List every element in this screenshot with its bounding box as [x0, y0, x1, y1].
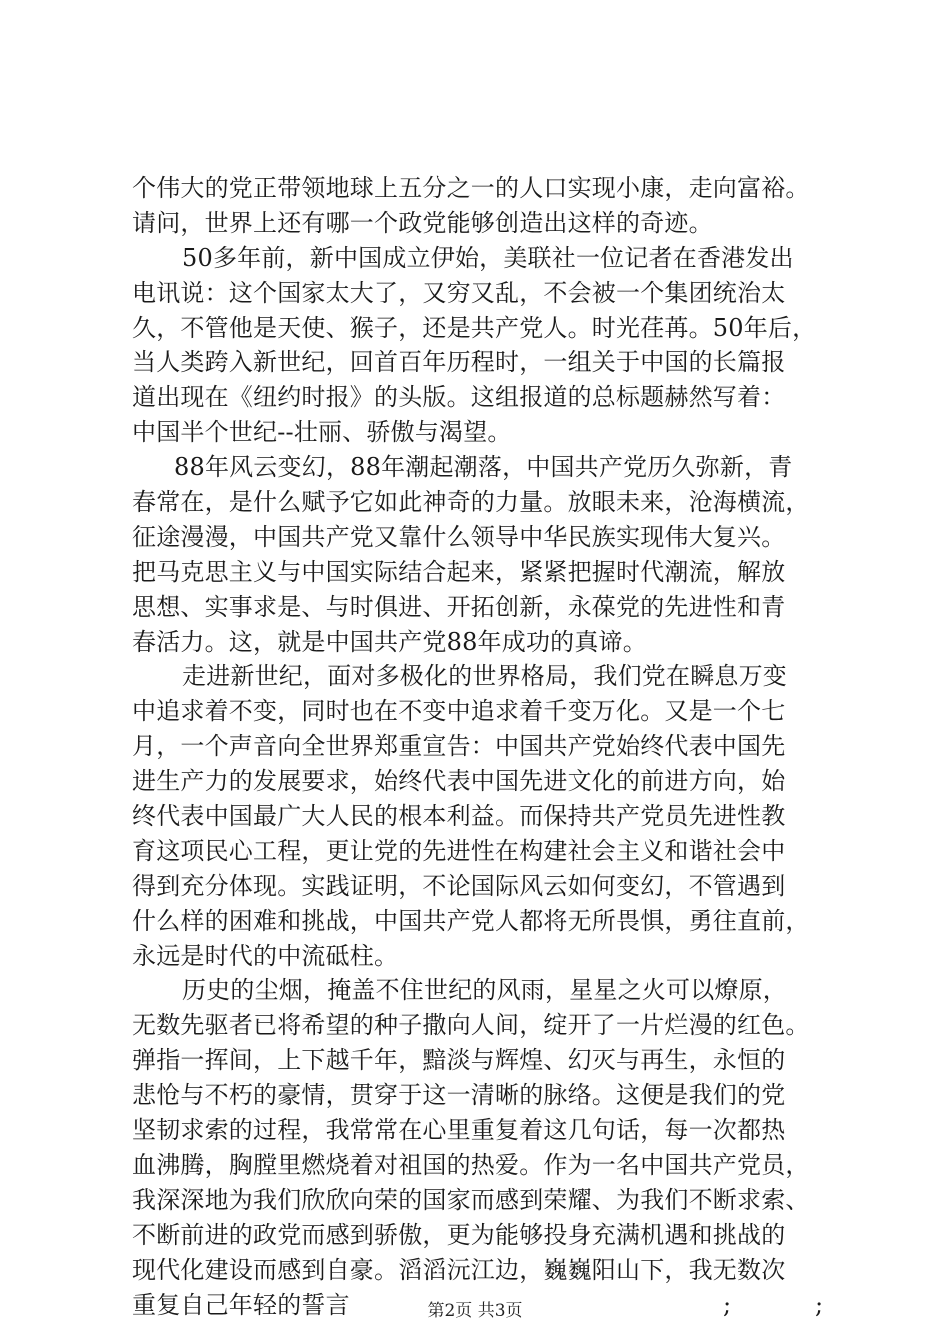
text-line: 中国半个世纪--壮丽、骄傲与渴望。 — [132, 418, 512, 447]
text-line: 春常在，是什么赋予它如此神奇的力量。放眼未来，沧海横流， — [132, 488, 810, 517]
text-line: 月，一个声音向全世界郑重宣告：中国共产党始终代表中国先 — [132, 732, 786, 761]
paragraph-start-line: 历史的尘烟，掩盖不住世纪的风雨，星星之火可以燎原， — [182, 976, 787, 1005]
text-line: 道出现在《纽约时报》的头版。这组报道的总标题赫然写着： — [132, 383, 786, 412]
text-line: 血沸腾，胸膛里燃烧着对祖国的热爱。作为一名中国共产党员， — [132, 1150, 810, 1179]
text-line: 永远是时代的中流砥柱。 — [132, 941, 399, 970]
text-line: 电讯说：这个国家太大了，又穷又乱，不会被一个集团统治太 — [132, 278, 786, 307]
text-line: 请问，世界上还有哪一个政党能够创造出这样的奇迹。 — [132, 208, 713, 237]
text-line: 悲怆与不朽的豪情，贯穿于这一清晰的脉络。这便是我们的党 — [132, 1081, 786, 1110]
text-line: 什么样的困难和挑战，中国共产党人都将无所畏惧，勇往直前， — [132, 906, 810, 935]
text-line: 春活力。这，就是中国共产党88年成功的真谛。 — [132, 627, 647, 656]
page-number-label: 第2页 共3页 — [427, 1301, 523, 1321]
text-line: 不断前进的政党而感到骄傲，更为能够投身充满机遇和挑战的 — [132, 1220, 786, 1249]
text-line: 把马克思主义与中国实际结合起来，紧紧把握时代潮流，解放 — [132, 557, 786, 586]
text-line: 中追求着不变，同时也在不变中追求着千变万化。又是一个七 — [132, 697, 786, 726]
text-line: 久，不管他是天使、猴子，还是共产党人。时光荏苒。50年后， — [132, 313, 817, 342]
text-line: 坚韧求索的过程，我常常在心里重复着这几句话，每一次都热 — [132, 1116, 786, 1145]
semicolon-mark: ; — [723, 1290, 732, 1319]
text-line: 终代表中国最广大人民的根本利益。而保持共产党员先进性教 — [132, 802, 786, 831]
text-line: 个伟大的党正带领地球上五分之一的人口实现小康，走向富裕。 — [132, 174, 810, 202]
page-footer — [0, 1296, 950, 1321]
text-line: 弹指一挥间，上下越千年，黯淡与辉煌、幻灭与再生，永恒的 — [132, 1046, 786, 1075]
body-text — [132, 171, 832, 1322]
paragraph-start-line: 走进新世纪，面对多极化的世界格局，我们党在瞬息万变 — [182, 662, 787, 691]
semicolon-mark: ; — [815, 1290, 824, 1319]
text-line: 得到充分体现。实践证明，不论国际风云如何变幻，不管遇到 — [132, 871, 786, 900]
text-line: 思想、实事求是、与时俱进、开拓创新，永葆党的先进性和青 — [132, 592, 786, 621]
text-line: 无数先驱者已将希望的种子撒向人间，绽开了一片烂漫的红色。 — [132, 1011, 810, 1040]
text-line: 现代化建设而感到自豪。滔滔沅江边，巍巍阳山下，我无数次 — [132, 1255, 786, 1284]
text-line: 当人类跨入新世纪，回首百年历程时，一组关于中国的长篇报 — [132, 348, 786, 377]
text-line: 重复自己年轻的誓言 — [132, 1290, 350, 1319]
text-line: 育这项民心工程，更让党的先进性在构建社会主义和谐社会中 — [132, 836, 786, 865]
text-line: 我深深地为我们欣欣向荣的国家而感到荣耀、为我们不断求索、 — [132, 1185, 810, 1214]
paragraph-start-line: 88年风云变幻，88年潮起潮落，中国共产党历久弥新，青 — [174, 453, 793, 482]
text-line: 进生产力的发展要求，始终代表中国先进文化的前进方向，始 — [132, 767, 786, 796]
paragraph-start-line: 50多年前，新中国成立伊始，美联社一位记者在香港发出 — [182, 243, 794, 272]
text-line: 征途漫漫，中国共产党又靠什么领导中华民族实现伟大复兴。 — [132, 522, 786, 551]
